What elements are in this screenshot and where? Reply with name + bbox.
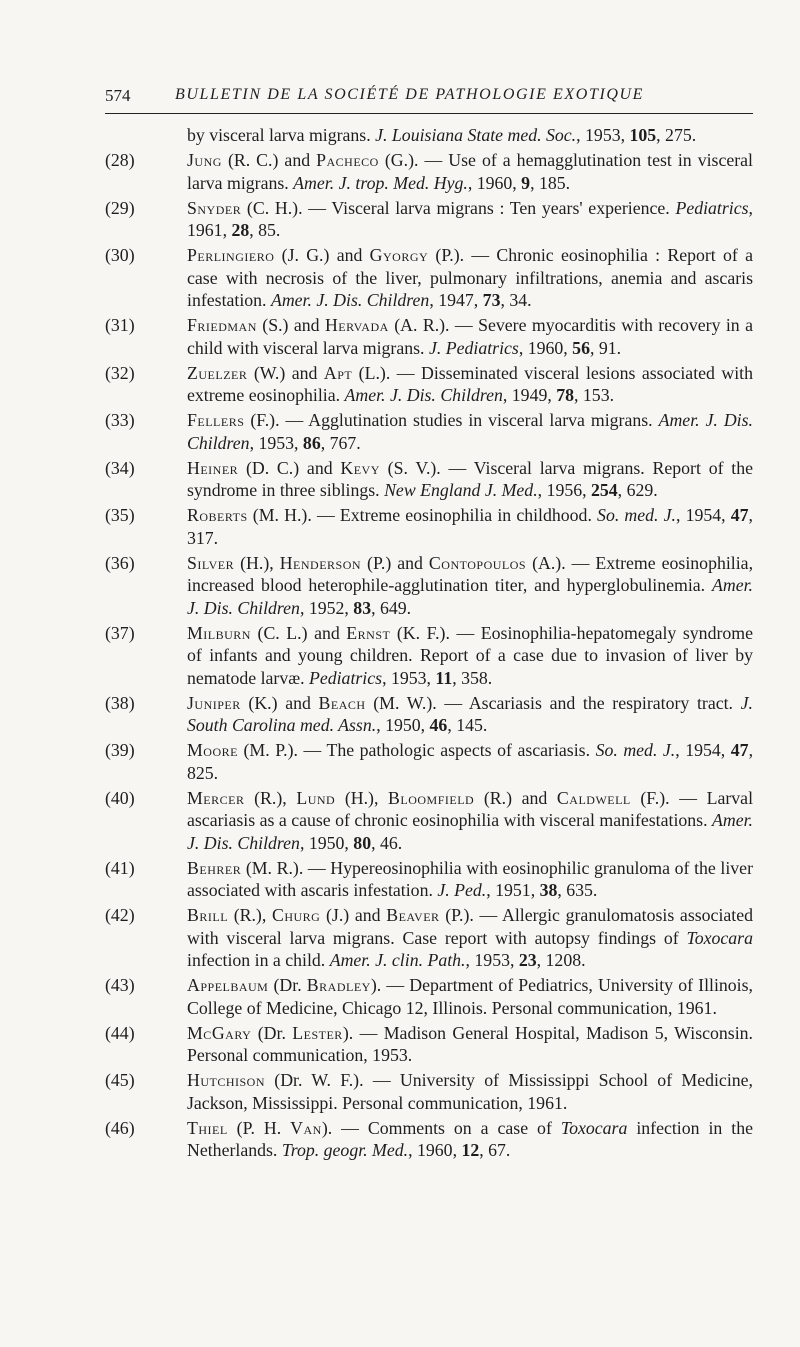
author-name: Roberts [187,505,248,525]
reference-fragment: , 1952, [299,597,354,618]
journal-title: So. med. J. [595,740,676,760]
reference-number: (36) [105,552,135,573]
volume-number: 56 [572,337,590,358]
reference-entry [105,787,753,855]
reference-entry [105,857,753,902]
reference-fragment: , 1960, [467,172,522,193]
author-name: Silver [187,552,235,573]
reference-number: (45) [105,1070,135,1090]
reference-text [187,974,753,1019]
reference-fragment: , 1950, [299,832,354,853]
reference-fragment: , 1950, [376,715,430,735]
reference-entry [105,197,753,242]
reference-number: (43) [105,975,135,995]
reference-fragment: (D. C.) and [238,457,341,478]
reference-fragment: , 767. [320,432,361,453]
reference-entry [105,409,753,454]
reference-fragment: , 1960, [408,1140,462,1160]
reference-entry [105,314,753,359]
journal-title: Amer. J. clin. Path. [329,950,466,970]
reference-text [187,1117,753,1162]
author-name: Churg [271,905,321,925]
author-name: Fellers [187,410,245,430]
reference-fragment: by visceral larva migrans. [187,125,376,145]
reference-fragment: , 185. [530,172,571,193]
author-name: Contopoulos [428,552,527,573]
reference-fragment: (P.) and [361,552,429,573]
reference-fragment: ). — Comments on a case of [321,1117,561,1138]
journal-title: Pediatrics [308,667,383,688]
reference-fragment: , 67. [479,1140,511,1160]
author-name: Lund [296,787,336,808]
reference-entry [105,124,753,147]
reference-fragment: , 635. [557,880,598,900]
reference-fragment: (R.) and [474,787,557,808]
reference-text [187,197,753,242]
journal-title: Toxocara [686,927,753,948]
reference-text [187,409,753,454]
author-name: Zuelzer [187,362,248,383]
reference-entry [105,1117,753,1162]
reference-entry [105,244,753,312]
journal-title: Amer. J. Dis. Children [187,810,753,853]
journal-title: J. Pediatrics [428,337,519,358]
reference-number: (44) [105,1022,135,1043]
volume-number: 23 [518,950,537,970]
reference-number: (41) [105,857,135,878]
page-number: 574 [105,86,131,105]
journal-title: Amer. J. trop. Med. Hyg. [293,172,468,193]
journal-title: J. Louisiana State med. Soc. [375,125,577,145]
reference-fragment: , 1953, [576,125,630,145]
reference-entry [105,692,753,737]
reference-entry [105,457,753,502]
reference-text [187,124,753,147]
author-name: Appelbaum [187,975,269,995]
author-name: Beach [318,692,366,713]
reference-number: (39) [105,740,135,760]
reference-text [187,622,753,690]
reference-fragment: (C. L.) and [250,622,347,643]
volume-number: 28 [231,220,250,240]
reference-fragment: (Dr. [251,1022,293,1043]
journal-title: Amer. J. Dis. Children [187,575,753,618]
reference-fragment: , 1956, [537,480,591,500]
reference-fragment: (G.). — Use of a hemagglutination test in visceral larva migrans. [187,150,753,193]
journal-title: J. South Carolina med. Assn. [187,692,753,735]
reference-fragment: (Dr. [268,975,307,995]
author-name: Hutchison [187,1070,266,1090]
reference-fragment: , 358. [452,667,493,688]
reference-entry [105,739,753,784]
reference-fragment: , 629. [617,480,658,500]
page-header [105,86,705,114]
volume-number: 38 [539,880,558,900]
reference-fragment: (L.). — Disseminated visceral lesions associated with extreme eosinophilia. [187,362,753,405]
journal-title: Pediatrics [675,197,749,218]
reference-fragment: infection in a child. [187,950,330,970]
author-name: Mercer [187,787,245,808]
reference-number: (28) [105,150,135,170]
reference-text [187,739,753,784]
author-name: Heiner [187,457,239,478]
author-name: Jung [187,150,222,170]
author-name: Milburn [187,622,251,643]
reference-number: (35) [105,505,135,525]
reference-fragment: (M. H.). — Extreme eosinophilia in childhood. [247,505,598,525]
reference-fragment: , 145. [447,715,488,735]
reference-fragment: (M. W.). — Ascariasis and the respiratory tract. [365,692,741,713]
author-name: Brill [187,905,229,925]
volume-number: 254 [591,480,618,500]
reference-entry [105,622,753,690]
reference-number: (34) [105,457,135,478]
volume-number: 80 [353,832,372,853]
journal-title: Toxocara [560,1117,628,1138]
reference-fragment: (A. R.). — Severe myocarditis with recovery in a child with visceral larva migrans. [187,315,753,358]
journal-title: So. med. J. [597,505,676,525]
author-name: Behrer [187,857,242,878]
journal-title: Amer. J. Dis. Children [270,290,430,310]
reference-fragment: , 1953, [382,667,436,688]
reference-text [187,692,753,737]
reference-fragment: , 1951, [486,880,540,900]
author-name: Snyder [187,197,242,218]
volume-number: 12 [461,1140,480,1160]
reference-fragment: , 825. [187,740,754,783]
reference-fragment: (S.) and [256,315,325,335]
reference-fragment: , 1954, [675,740,731,760]
reference-fragment: (A.). — Extreme eosinophilia, increased blood heterophile-agglutination titer, and hyperglobulinemia. [187,552,754,595]
reference-fragment: , 1954, [676,505,731,525]
reference-text [187,857,753,902]
author-name: Bloomfield [388,787,475,808]
reference-fragment: (P. H. [227,1117,291,1138]
reference-fragment: (J.) and [320,905,387,925]
reference-text [187,552,753,620]
author-name: Henderson [279,552,362,573]
author-name: Ernst [346,622,391,643]
reference-fragment: (S. V.). — Visceral larva migrans. Report of the syndrome in three siblings. [187,457,753,500]
reference-fragment: , 91. [589,337,622,358]
author-name: Bradley [306,975,371,995]
journal-title: Amer. J. Dis. Children [344,385,503,405]
reference-text [187,904,753,972]
author-name: McGary [187,1022,252,1043]
author-name: Van [290,1117,322,1138]
reference-fragment: , 1960, [518,337,573,358]
reference-fragment: (M. P.). — The pathologic aspects of ascariasis. [237,740,596,760]
journal-title: J. Ped. [437,880,487,900]
reference-text [187,787,753,855]
author-name: Juniper [187,692,241,713]
reference-fragment: (C. H.). — Visceral larva migrans : Ten years' experience. [241,197,676,218]
reference-entry [105,504,753,549]
volume-number: 73 [482,290,501,310]
author-name: Friedman [187,315,257,335]
reference-text [187,1069,753,1114]
volume-number: 78 [556,385,575,405]
reference-number: (38) [105,692,135,713]
volume-number: 9 [521,172,531,193]
reference-fragment: ). — Madison General Hospital, Madison 5, Wisconsin. Personal communication, 1953. [187,1022,753,1065]
reference-text [187,457,753,502]
reference-fragment: (K. F.). — Eosinophilia-hepatomegaly syndrome of infants and young children. Report of a case due to invasion of liver by nematode larvæ. [187,622,753,688]
reference-fragment: , 46. [371,832,403,853]
reference-entry [105,362,753,407]
author-name: Caldwell [556,787,631,808]
reference-fragment: (J. G.) and [274,245,370,265]
author-name: Hervada [324,315,389,335]
reference-fragment: (P.). — Allergic granulomatosis associated with visceral larva migrans. Case report with autopsy findings of [187,905,753,948]
reference-entry [105,1022,753,1067]
reference-number: (37) [105,622,135,643]
reference-entry [105,149,753,194]
reference-fragment: , 1953, [465,950,519,970]
reference-text [187,244,753,312]
reference-fragment: (R.), [244,787,297,808]
reference-list [105,124,753,1164]
volume-number: 46 [429,715,448,735]
reference-text [187,504,753,549]
reference-entry [105,1069,753,1114]
reference-number: (40) [105,787,135,808]
reference-fragment: (F.). — Larval ascariasis as a cause of chronic eosinophilia with visceral manifestations. [187,787,754,830]
reference-fragment: ). — Department of Pediatrics, University of Illinois, College of Medicine, Chicago 12, Illinois. Personal communication, 1961. [187,975,753,1018]
header-rule [105,113,753,114]
reference-fragment: (F.). — Agglutination studies in visceral larva migrans. [244,410,659,430]
reference-fragment: , 1208. [536,950,586,970]
author-name: Perlingiero [187,245,275,265]
reference-fragment: (H.), [335,787,389,808]
reference-fragment: (R. C.) and [221,150,317,170]
reference-fragment: , 275. [656,125,697,145]
running-title: BULLETIN DE LA SOCIÉTÉ DE PATHOLOGIE EXOTIQUE [175,86,645,103]
author-name: Moore [187,740,238,760]
author-name: Apt [323,362,353,383]
reference-fragment: , 85. [249,220,281,240]
volume-number: 86 [302,432,321,453]
author-name: Kevy [340,457,380,478]
reference-entry [105,552,753,620]
volume-number: 105 [629,125,657,145]
reference-fragment: , 1947, [429,290,483,310]
reference-number: (46) [105,1117,135,1138]
author-name: Thiel [187,1117,228,1138]
reference-fragment: infection in the Netherlands. [187,1117,754,1160]
author-name: Pacheco [316,150,379,170]
reference-fragment: (H.), [234,552,280,573]
reference-number: (32) [105,362,135,383]
volume-number: 83 [353,597,372,618]
reference-fragment: , 1953, [249,432,303,453]
reference-number: (42) [105,905,135,925]
reference-fragment: (M. R.). — Hypereosinophilia with eosinophilic granuloma of the liver associated with ascaris infestation. [187,857,753,900]
reference-number: (29) [105,197,135,218]
reference-number: (31) [105,315,135,335]
reference-number: (33) [105,410,135,430]
reference-text [187,314,753,359]
volume-number: 47 [730,740,749,760]
reference-entry [105,974,753,1019]
reference-text [187,149,753,194]
reference-fragment: , 153. [574,385,615,405]
reference-fragment: (W.) and [247,362,324,383]
reference-fragment: , 34. [500,290,532,310]
reference-fragment: (R.), [228,905,272,925]
reference-fragment: , 1961, [187,197,753,240]
journal-title: Trop. geogr. Med. [281,1140,409,1160]
reference-fragment: , 317. [187,505,753,548]
reference-fragment: (P.). — Chronic eosinophilia : Report of a case with necrosis of the liver, pulmonary infiltrations, anemia and ascaris infestation. [187,245,753,310]
reference-fragment: (K.) and [240,692,319,713]
reference-fragment: , 1949, [502,385,557,405]
reference-text [187,1022,753,1067]
journal-title: Amer. J. Dis. Children [187,410,753,453]
reference-text [187,362,753,407]
author-name: Lester [292,1022,343,1043]
reference-fragment: (Dr. W. F.). — University of Mississippi School of Medicine, Jackson, Mississippi. Personal communication, 1961. [187,1070,753,1113]
author-name: Beaver [386,905,440,925]
reference-number: (30) [105,245,135,265]
journal-title: New England J. Med. [384,480,538,500]
reference-fragment: , 649. [371,597,412,618]
volume-number: 11 [435,667,453,688]
reference-entry [105,904,753,972]
author-name: Gyorgy [369,245,429,265]
volume-number: 47 [730,505,749,525]
